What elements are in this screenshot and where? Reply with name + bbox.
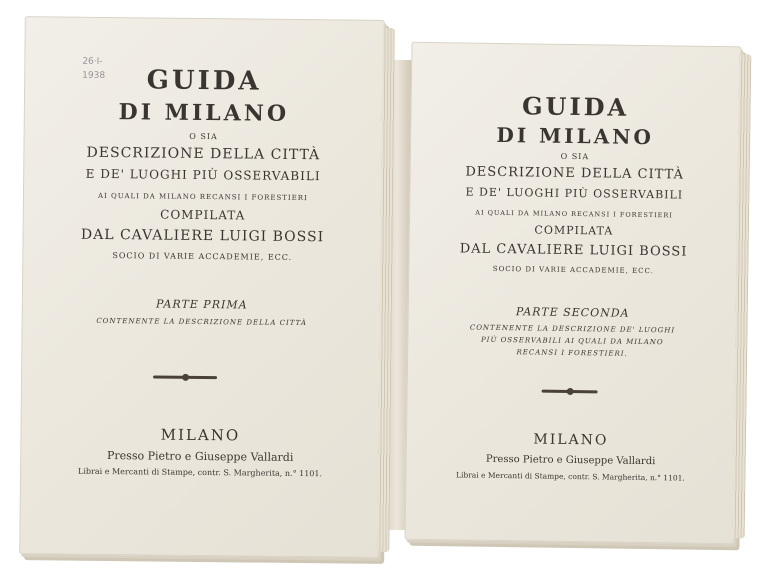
desc-line-2: E DE' LUOGHI PIÙ OSSERVABILI (465, 185, 684, 202)
text-compilata: COMPILATA (534, 223, 614, 238)
parte-seconda: PARTE SECONDA (515, 305, 630, 320)
contenente-line-3: RECANSI I FORESTIERI. (516, 348, 628, 358)
parte-prima: PARTE PRIMA (155, 297, 248, 312)
socio-line: SOCIO DI VARIE ACCADEMIE, ECC. (492, 264, 654, 276)
ornament-divider (153, 375, 217, 379)
desc-line-1: DESCRIZIONE DELLA CITTÀ (465, 164, 685, 183)
contenente-line: CONTENENTE LA DESCRIZIONE DELLA CITTÀ (96, 316, 307, 328)
imprint-address: Librai e Mercanti di Stampe, contr. S. Margherita, n.° 1101. (455, 470, 685, 483)
contenente-line-2: PIÙ OSSERVABILI AI QUALI DA MILANO (480, 335, 664, 347)
ornament-divider (542, 390, 598, 394)
desc-line-2: E DE' LUOGHI PIÙ OSSERVABILI (85, 166, 321, 184)
text-o-sia: O SIA (189, 131, 218, 142)
imprint-city: MILANO (533, 431, 609, 449)
pencil-note-line: 1938 (82, 70, 106, 81)
book-volume-left (19, 16, 385, 558)
book-volume-right (405, 42, 742, 545)
imprint-address: Librai e Mercanti di Stampe, contr. S. Margherita, n.° 1101. (78, 466, 323, 479)
socio-line: SOCIO DI VARIE ACCADEMIE, ECC. (112, 251, 293, 262)
author-line: DAL CAVALIERE LUIGI BOSSI (80, 226, 325, 246)
title-di-milano: DI MILANO (118, 99, 290, 127)
title-guida: GUIDA (146, 65, 262, 97)
imprint-publisher: Presso Pietro e Giuseppe Vallardi (106, 449, 294, 464)
text-compilata: COMPILATA (160, 207, 246, 223)
imprint-city: MILANO (160, 425, 241, 445)
title-di-milano: DI MILANO (496, 122, 655, 150)
desc-line-1: DESCRIZIONE DELLA CITTÀ (86, 144, 321, 164)
desc-line-3: AI QUALI DA MILANO RECANSI I FORESTIERI (97, 191, 308, 203)
contenente-line-1: CONTENENTE LA DESCRIZIONE DE' LUOGHI (469, 323, 676, 335)
pencil-note-line: 26·I- (82, 56, 103, 67)
title-guida: GUIDA (521, 91, 630, 122)
text-o-sia: O SIA (560, 151, 590, 162)
desc-line-3: AI QUALI DA MILANO RECANSI I FORESTIERI (475, 208, 673, 220)
author-line: DAL CAVALIERE LUIGI BOSSI (459, 241, 688, 260)
imprint-publisher: Presso Pietro e Giuseppe Vallardi (485, 453, 656, 468)
